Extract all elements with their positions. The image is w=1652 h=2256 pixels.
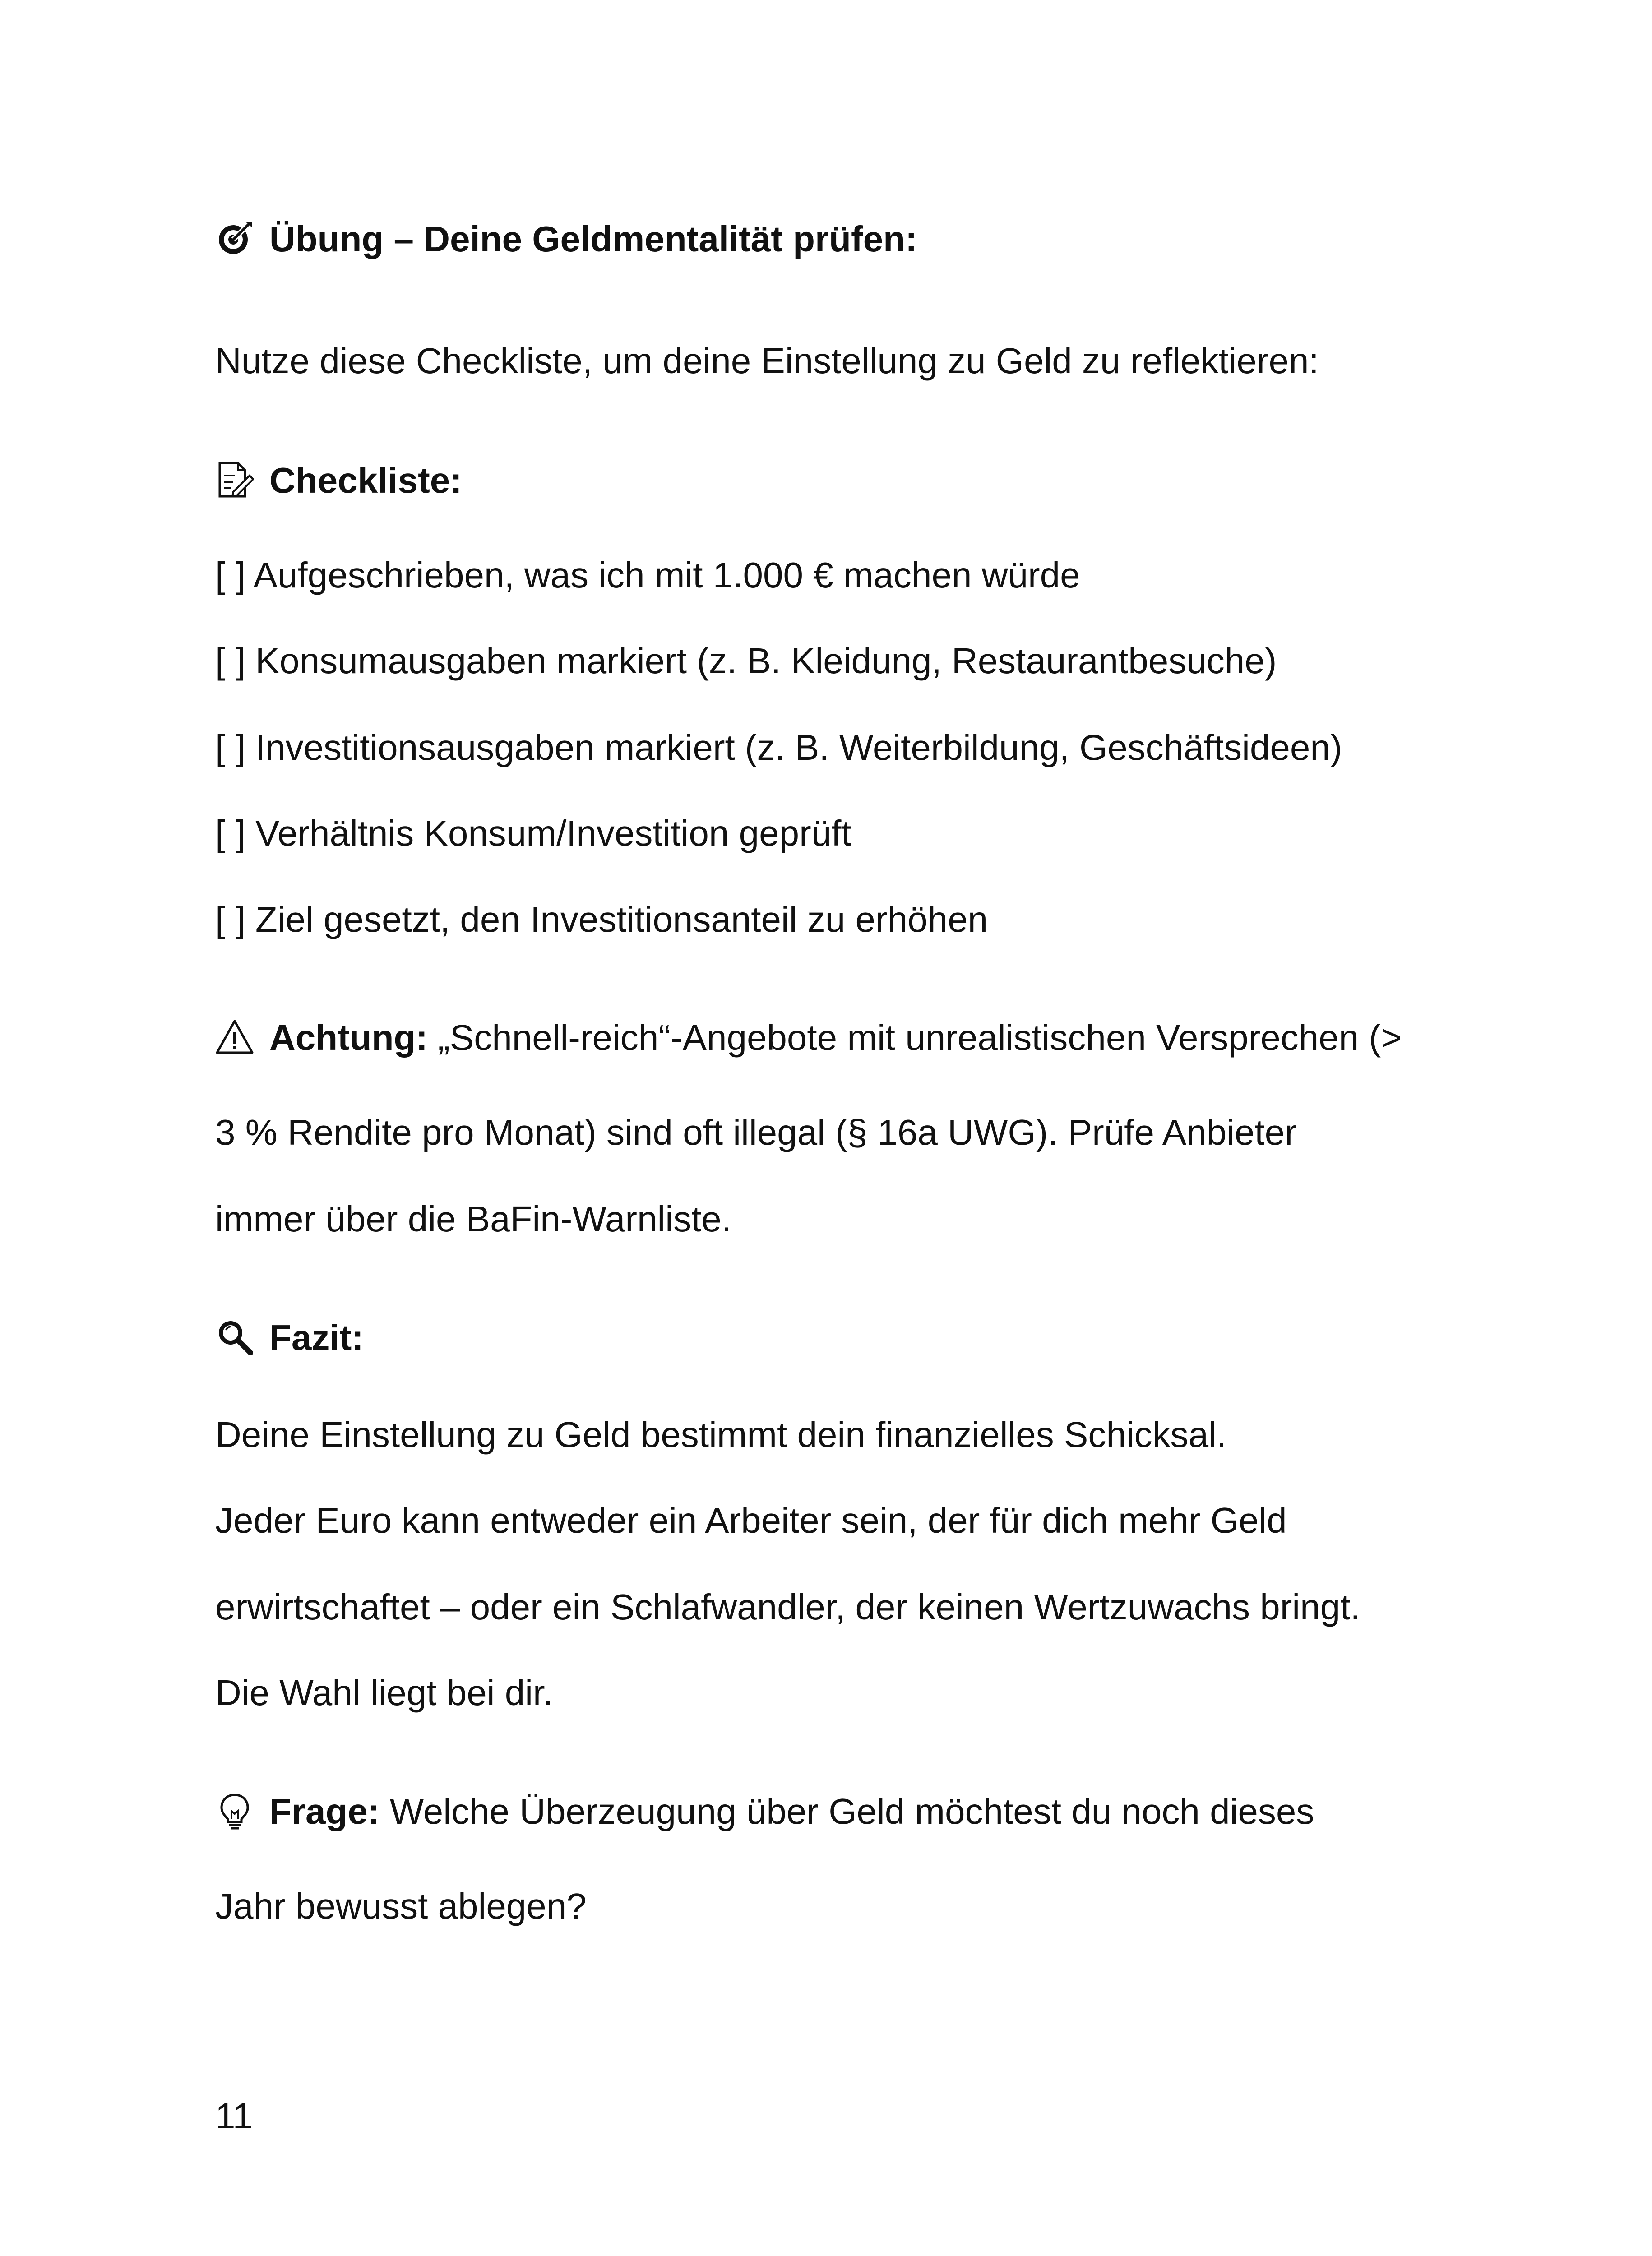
warning-label: Achtung: — [269, 1017, 428, 1058]
conclusion-heading — [215, 1315, 364, 1360]
checklist-heading — [215, 458, 462, 503]
conclusion-text: Die Wahl liegt bei dir. — [215, 1673, 553, 1713]
checklist-item: [ ] Verhältnis Konsum/Investition geprüft — [215, 813, 851, 853]
checklist-title: Checkliste: — [269, 460, 462, 500]
question-text: Jahr bewusst ablegen? — [215, 1886, 587, 1926]
target-icon — [215, 219, 254, 258]
checklist-item: [ ] Aufgeschrieben, was ich mit 1.000 € machen würde — [215, 555, 1080, 595]
question-label: Frage: — [269, 1791, 380, 1831]
question-text: Welche Überzeugung über Geld möchtest du noch dieses — [389, 1791, 1314, 1831]
conclusion-title: Fazit: — [269, 1318, 364, 1358]
checklist-item: [ ] Investitionsausgaben markiert (z. B. Weiterbildung, Geschäftsideen) — [215, 727, 1342, 767]
checklist-item: [ ] Konsumausgaben markiert (z. B. Kleidung, Restaurantbesuche) — [215, 641, 1277, 681]
magnifier-icon — [215, 1318, 254, 1356]
exercise-heading — [215, 217, 917, 262]
page-number: 11 — [215, 2096, 253, 2136]
exercise-intro: Nutze diese Checkliste, um deine Einstellung zu Geld zu reflektieren: — [215, 341, 1319, 381]
warning-text: „Schnell-reich“-Angebote mit unrealistischen Versprechen (> — [438, 1017, 1402, 1058]
conclusion-text: Jeder Euro kann entweder ein Arbeiter sein, der für dich mehr Geld — [215, 1500, 1287, 1540]
warning-text: 3 % Rendite pro Monat) sind oft illegal (§ 16a UWG). Prüfe Anbieter — [215, 1112, 1297, 1152]
exercise-title: Übung – Deine Geldmentalität prüfen: — [269, 219, 917, 259]
lightbulb-icon — [215, 1791, 254, 1830]
warning-icon — [215, 1017, 254, 1056]
memo-icon — [215, 460, 254, 499]
conclusion-text: Deine Einstellung zu Geld bestimmt dein finanzielles Schicksal. — [215, 1415, 1227, 1455]
warning-text: immer über die BaFin-Warnliste. — [215, 1199, 732, 1239]
question-line — [215, 1789, 1314, 1834]
checklist-item: [ ] Ziel gesetzt, den Investitionsanteil zu erhöhen — [215, 899, 988, 939]
warning-line — [215, 1015, 1402, 1060]
conclusion-text: erwirtschaftet – oder ein Schlafwandler, der keinen Wertzuwachs bringt. — [215, 1587, 1360, 1627]
